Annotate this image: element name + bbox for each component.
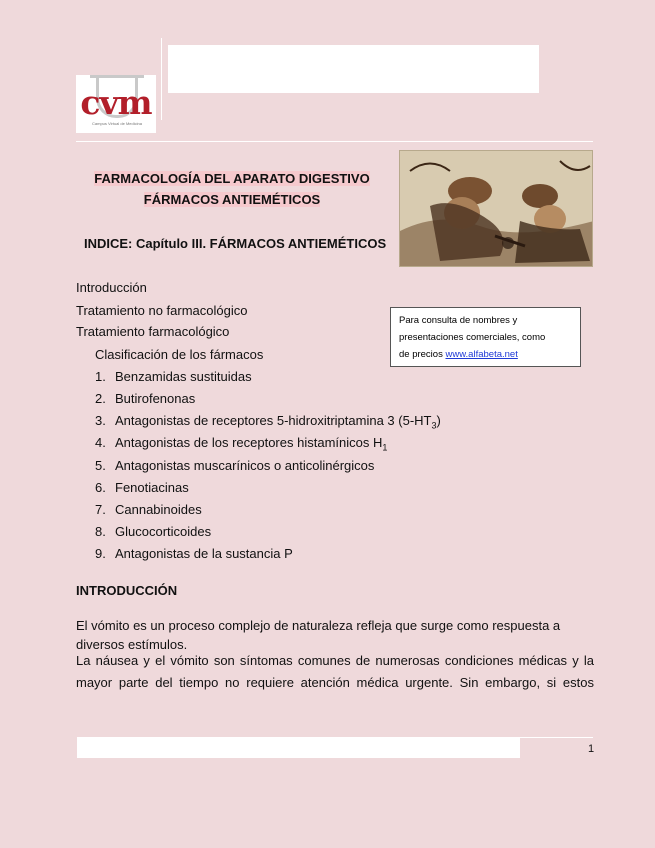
footer-rule	[520, 737, 593, 738]
paragraph-2-line-2: mayor parte del tiempo no requiere atención médica urgente. Sin embargo, si estos	[76, 675, 594, 690]
callout-line-2: presentaciones comerciales, como	[399, 332, 546, 343]
footer-placeholder	[77, 737, 520, 758]
toc-item-number: 3.	[95, 413, 106, 428]
toc-item: Benzamidas sustituidas	[115, 369, 252, 384]
section-title: INTRODUCCIÓN	[76, 583, 178, 598]
toc-classification: Clasificación de los fármacos	[95, 347, 264, 362]
toc-item: Butirofenonas	[115, 391, 196, 406]
paragraph-2-line-1: La náusea y el vómito son síntomas comunes de numerosas condiciones médicas y la	[76, 653, 594, 668]
toc-item-number: 4.	[95, 435, 106, 450]
toc-pharm: Tratamiento farmacológico	[76, 324, 230, 339]
toc-item-number: 7.	[95, 502, 106, 517]
page-number: 1	[588, 743, 595, 755]
toc-item: Cannabinoides	[115, 502, 202, 517]
toc-item-number: 1.	[95, 369, 106, 384]
logo-subtitle: Campus Virtual de Medicina	[92, 121, 142, 126]
toc-item-number: 5.	[95, 458, 106, 473]
logo-text: cvm	[80, 83, 152, 122]
toc-item: Antagonistas de los receptores histamínicos $H_1$	[115, 435, 388, 453]
document-title: FARMACOLOGÍA DEL APARATO DIGESTIVO	[94, 171, 370, 186]
toc-item: Fenotiacinas	[115, 480, 189, 495]
callout-line-1: Para consulta de nombres y	[399, 315, 518, 326]
paragraph-1: El vómito es un proceso complejo de naturaleza refleja que surge como respuesta a diversos estímulos.	[76, 618, 561, 652]
toc-item: Antagonistas muscarínicos o anticolinérgicos	[115, 458, 375, 473]
toc-intro: Introducción	[76, 280, 147, 295]
toc-item-number: 6.	[95, 480, 106, 495]
callout-line-3: de precios www.alfabeta.net	[399, 349, 518, 360]
callout-box	[390, 307, 581, 367]
toc-item: Antagonistas de receptores 5-hidroxitriptamina 3 $(5-HT_3)$	[115, 413, 441, 431]
historical-illustration	[399, 150, 593, 267]
toc-item-number: 9.	[95, 546, 106, 561]
alfabeta-link[interactable]: www.alfabeta.net	[445, 349, 518, 360]
document-subtitle: FÁRMACOS ANTIEMÉTICOS	[143, 192, 321, 207]
toc-item: Antagonistas de la sustancia P	[115, 546, 293, 561]
toc-item: Glucocorticoides	[115, 524, 212, 539]
cvm-logo	[76, 75, 156, 133]
header-placeholder	[168, 45, 539, 93]
toc-non-pharm: Tratamiento no farmacológico	[76, 303, 248, 318]
header-rule	[76, 141, 593, 142]
toc-item-number: 8.	[95, 524, 106, 539]
toc-item-number: 2.	[95, 391, 106, 406]
header-divider	[161, 38, 162, 120]
index-title: INDICE: Capítulo III. FÁRMACOS ANTIEMÉTICOS	[84, 236, 387, 251]
